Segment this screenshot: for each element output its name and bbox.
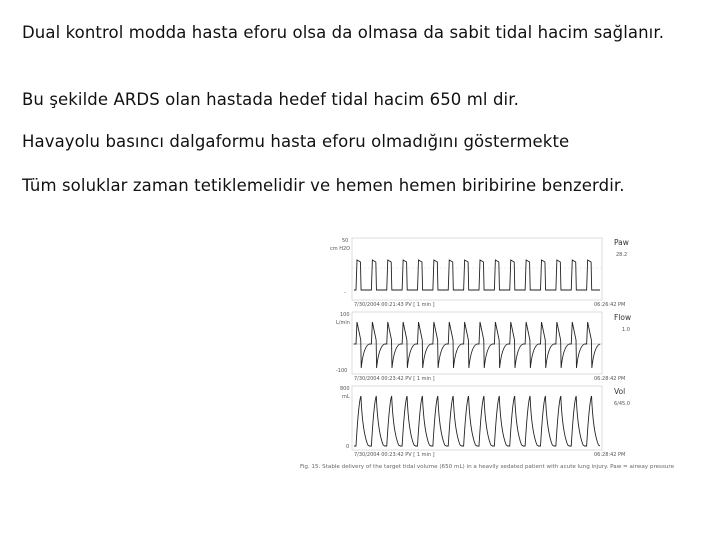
volume-footer-right: 06:28:42 PM bbox=[594, 452, 626, 458]
volume-tick-top: 800 bbox=[340, 386, 350, 392]
paw-footer-left: 7/30/2004 00:21:43 PV [ 1 min ] bbox=[354, 302, 435, 308]
waveform-svg bbox=[296, 232, 675, 472]
figure-caption: Fig. 15. Stable delivery of the target tidal volume (650 mL) in a heavily sedated patient with acute lung injury. Paw = airway pressure bbox=[300, 464, 675, 470]
text-line-time-triggered: Tüm soluklar zaman tetiklemelidir ve hemen hemen biribirine benzerdir. bbox=[22, 176, 625, 195]
paw-value: 28.2 bbox=[616, 252, 628, 258]
volume-value: 6/45.0 bbox=[614, 401, 630, 407]
volume-label: Vol bbox=[614, 387, 626, 396]
paw-frame bbox=[352, 238, 602, 300]
paw-tick-bottom: - bbox=[344, 290, 346, 296]
flow-value: 1.0 bbox=[622, 327, 630, 333]
text-line-dual-control: Dual kontrol modda hasta eforu olsa da olmasa da sabit tidal hacim sağlanır. bbox=[22, 23, 665, 42]
text-line-airway-pressure: Havayolu basıncı dalgaformu hasta eforu olmadığını göstermekte bbox=[22, 132, 570, 151]
volume-panel bbox=[340, 386, 630, 458]
flow-footer-left: 7/30/2004 00:23:42 PV [ 1 min ] bbox=[354, 376, 435, 382]
volume-footer-left: 7/30/2004 00:23:42 PV [ 1 min ] bbox=[354, 452, 435, 458]
flow-panel bbox=[336, 312, 631, 382]
flow-frame bbox=[352, 312, 602, 374]
paw-label: Paw bbox=[614, 238, 629, 247]
volume-frame bbox=[352, 386, 602, 450]
paw-unit: cm H2O bbox=[330, 246, 351, 252]
paw-panel bbox=[330, 238, 629, 308]
flow-unit: L/min bbox=[336, 320, 350, 326]
volume-tick-bottom: 0 bbox=[346, 444, 350, 450]
flow-footer-right: 06:28:42 PM bbox=[594, 376, 626, 382]
text-line-target-volume: Bu şekilde ARDS olan hastada hedef tidal hacim 650 ml dir. bbox=[22, 90, 519, 109]
volume-unit: mL bbox=[342, 394, 350, 400]
paw-footer-right: 06:26:42 PM bbox=[594, 302, 626, 308]
flow-tick-top: 100 bbox=[340, 312, 350, 318]
paw-tick-top: 50 bbox=[342, 238, 349, 244]
ventilator-waveform-figure bbox=[296, 232, 675, 472]
flow-label: Flow bbox=[614, 313, 632, 322]
flow-tick-bottom: -100 bbox=[336, 368, 348, 374]
